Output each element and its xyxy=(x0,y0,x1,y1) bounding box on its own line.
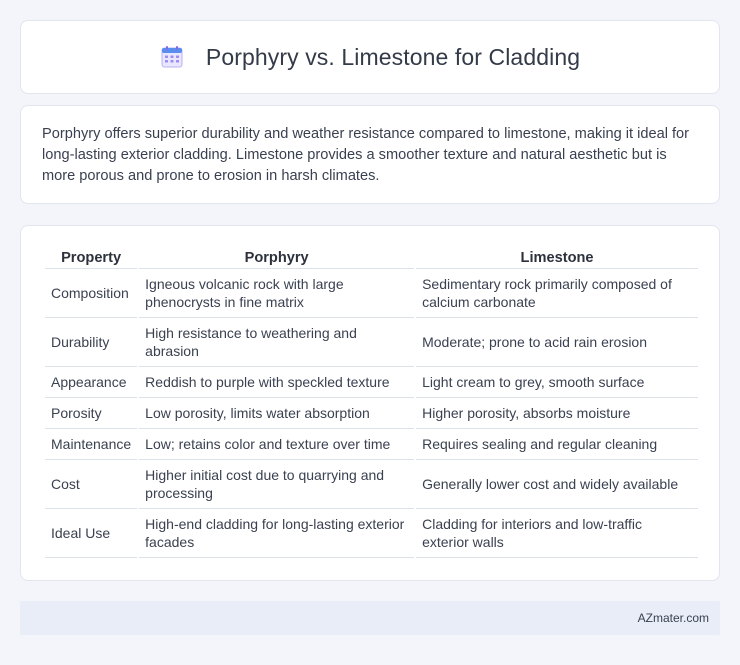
column-header-limestone: Limestone xyxy=(416,246,698,269)
property-cell: Appearance xyxy=(45,367,137,398)
column-header-porphyry: Porphyry xyxy=(139,246,414,269)
porphyry-cell: Low; retains color and texture over time xyxy=(139,429,414,460)
porphyry-cell: High-end cladding for long-lasting exterior facades xyxy=(139,509,414,558)
limestone-cell: Higher porosity, absorbs moisture xyxy=(416,398,698,429)
porphyry-cell: Igneous volcanic rock with large phenocrysts in fine matrix xyxy=(139,269,414,318)
page-title: Porphyry vs. Limestone for Cladding xyxy=(205,43,581,70)
table-row xyxy=(45,429,698,460)
porphyry-cell: High resistance to weathering and abrasion xyxy=(139,318,414,367)
limestone-cell: Light cream to grey, smooth surface xyxy=(416,367,698,398)
table-row xyxy=(45,269,698,318)
porphyry-cell: Higher initial cost due to quarrying and processing xyxy=(139,460,414,509)
table-row xyxy=(45,509,698,558)
table-header-row xyxy=(45,246,698,269)
footer xyxy=(20,601,720,635)
limestone-cell: Cladding for interiors and low-traffic exterior walls xyxy=(416,509,698,558)
property-cell: Composition xyxy=(45,269,137,318)
limestone-cell: Moderate; prone to acid rain erosion xyxy=(416,318,698,367)
comparison-table-card xyxy=(20,225,720,581)
property-cell: Cost xyxy=(45,460,137,509)
property-cell: Porosity xyxy=(45,398,137,429)
summary-text: Porphyry offers superior durability and weather resistance compared to limestone, making it ideal for long-lasting exterior cladding. Limestone provides a smoother texture and natural aesthetic but is more porous and prone to erosion in harsh climates. xyxy=(42,126,690,184)
property-cell: Maintenance xyxy=(45,429,137,460)
limestone-cell: Generally lower cost and widely available xyxy=(416,460,698,509)
title-card xyxy=(20,20,720,94)
summary-card xyxy=(20,105,720,204)
comparison-table xyxy=(43,246,700,558)
calendar-icon xyxy=(160,45,184,69)
table-row xyxy=(45,318,698,367)
porphyry-cell: Reddish to purple with speckled texture xyxy=(139,367,414,398)
porphyry-cell: Low porosity, limits water absorption xyxy=(139,398,414,429)
table-row xyxy=(45,460,698,509)
footer-site-link[interactable]: AZmater.com xyxy=(637,611,709,625)
table-row xyxy=(45,367,698,398)
limestone-cell: Requires sealing and regular cleaning xyxy=(416,429,698,460)
limestone-cell: Sedimentary rock primarily composed of calcium carbonate xyxy=(416,269,698,318)
property-cell: Ideal Use xyxy=(45,509,137,558)
table-row xyxy=(45,398,698,429)
column-header-property: Property xyxy=(45,246,137,269)
property-cell: Durability xyxy=(45,318,137,367)
